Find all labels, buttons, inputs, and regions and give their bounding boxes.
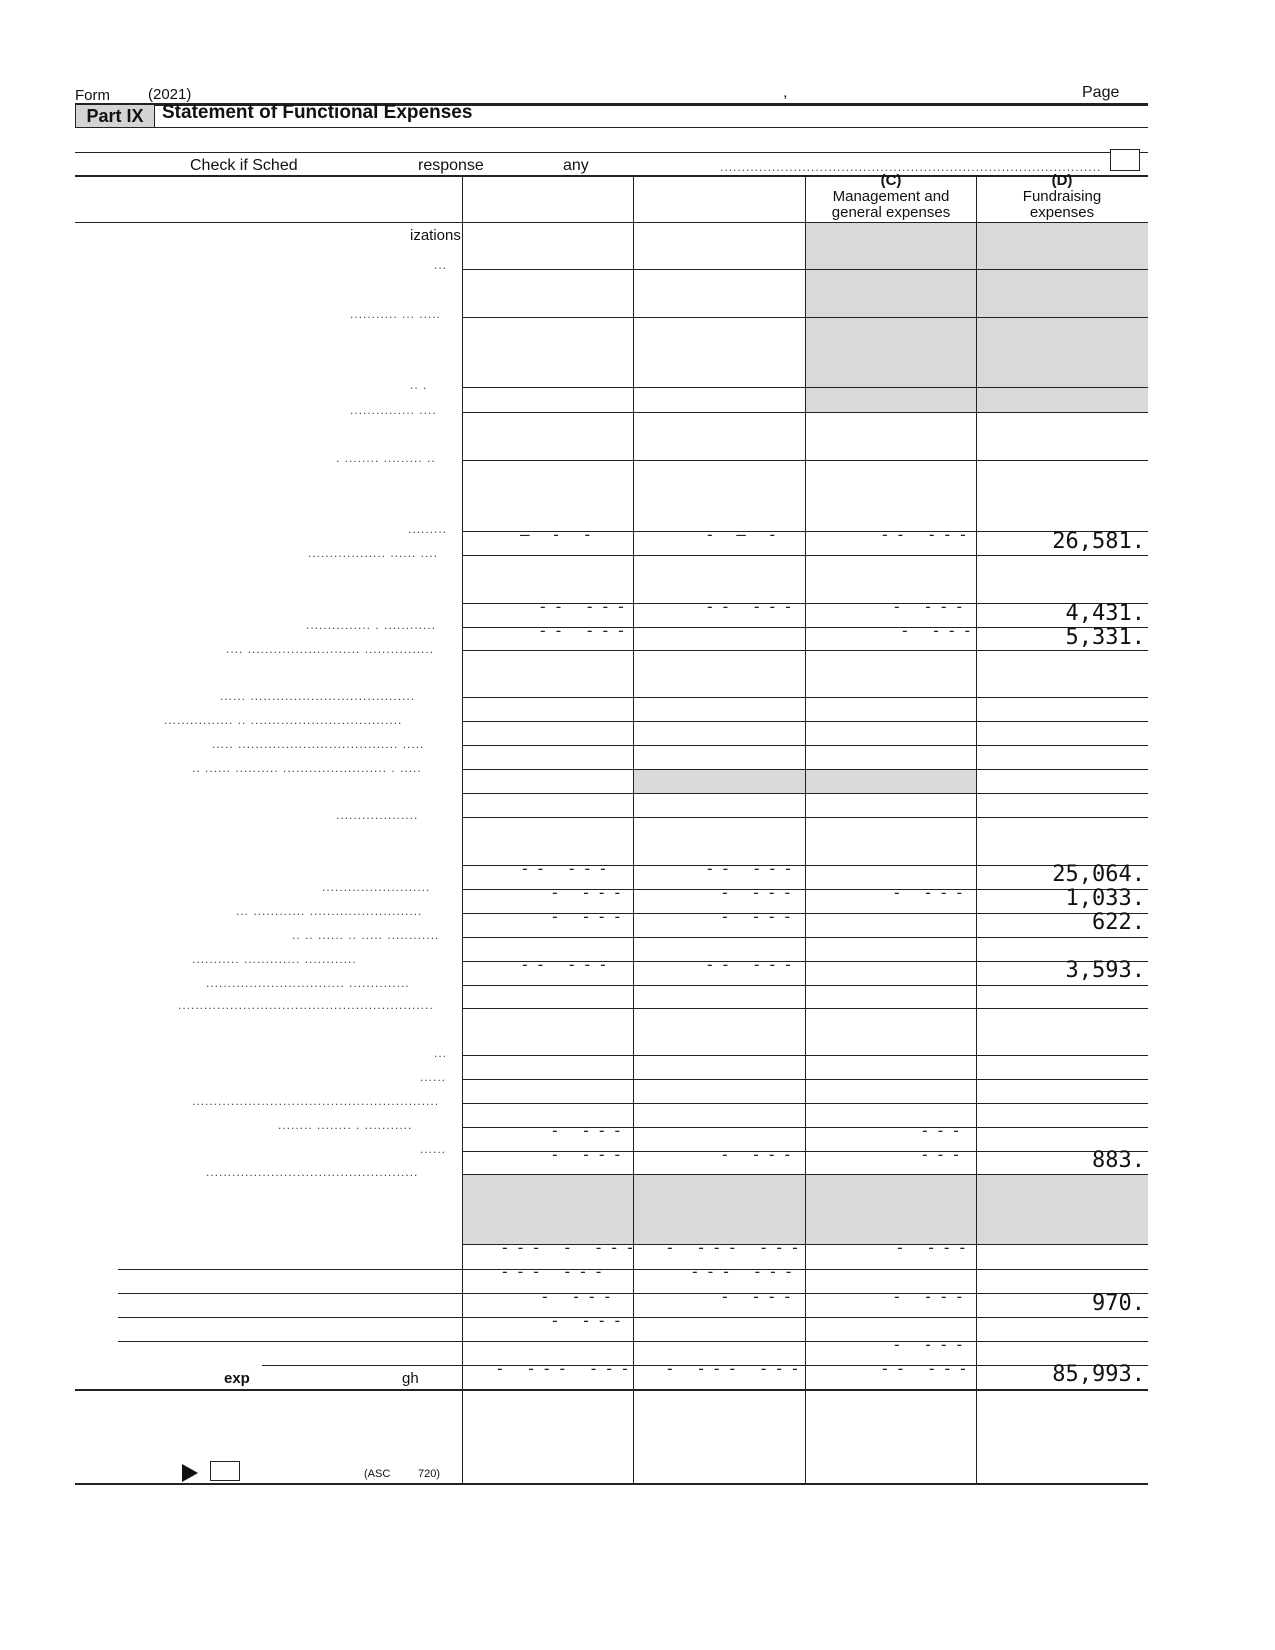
label-izations: izations [410, 227, 461, 244]
leader-dots: ......................................................... [192, 1094, 440, 1108]
leader-dots: ................ .. ................................... [164, 713, 403, 727]
illegible-amount: - --- [550, 907, 629, 926]
check-any-text: any [563, 157, 589, 174]
illegible-amount: - --- [720, 907, 799, 926]
leader-dots: ........... ............. ............ [192, 952, 357, 966]
illegible-amount: -- --- [705, 597, 799, 616]
illegible-amount: - — - [705, 525, 784, 544]
illegible-amount: --- [920, 1145, 967, 1164]
bottom-rule [75, 1483, 1148, 1485]
arrow-icon [182, 1464, 198, 1482]
header-bottom-rule [75, 222, 1148, 223]
fundraising-value: 4,431. [1065, 601, 1145, 626]
illegible-amount: - --- [900, 621, 979, 640]
row-rule [462, 412, 1148, 413]
col-c-left-border [805, 175, 806, 1483]
row-rule-other [118, 1317, 1148, 1318]
row-rule [462, 721, 1148, 722]
leader-dots: ......................... [322, 880, 431, 894]
fundraising-value: 26,581. [1052, 529, 1145, 554]
leader-dots: ................................ .............. [206, 976, 410, 990]
leader-dots: .. . [410, 378, 428, 392]
illegible-amount: -- --- [538, 621, 632, 640]
illegible-amount: -- --- [705, 955, 799, 974]
leader-dots: ... [434, 1046, 448, 1060]
leader-dots: ... ............ .......................... [236, 904, 423, 918]
row-rule [462, 1008, 1148, 1009]
col-c-header [806, 173, 976, 221]
label-exp: exp [224, 1370, 250, 1387]
row-rule [462, 317, 1148, 318]
col-b-left-border [633, 175, 634, 1483]
leader-dots: ............... .... [350, 403, 437, 417]
leader-dots: ......... [408, 522, 448, 536]
row-rule-other [118, 1341, 1148, 1342]
form-year: (2021) [148, 86, 192, 103]
col-c-letter: (C) [880, 172, 902, 189]
illegible-amount: --- --- [690, 1262, 800, 1281]
illegible-amount: - --- [550, 1311, 629, 1330]
illegible-amount: --- - --- [500, 1238, 641, 1257]
form-label: Form [75, 87, 110, 104]
illegible-amount: - --- [540, 1287, 619, 1306]
fundraising-value: 5,331. [1065, 625, 1145, 650]
row-rule [462, 985, 1148, 986]
col-d-left-border [976, 175, 977, 1483]
row-rule-other [118, 1269, 1148, 1270]
leader-dots: ................... [336, 808, 419, 822]
illegible-amount: - --- [892, 883, 971, 902]
check-box[interactable] [1110, 149, 1140, 171]
part-rule [75, 127, 1148, 128]
leader-dots: ............... . ............ [306, 618, 437, 632]
part-label: Part IX [75, 104, 155, 128]
illegible-amount: - --- [720, 1145, 799, 1164]
fundraising-value: 1,033. [1065, 886, 1145, 911]
row-rule [462, 650, 1148, 651]
illegible-amount: - --- [895, 1238, 974, 1257]
illegible-amount: - --- --- [665, 1359, 806, 1378]
col-c-line2: general expenses [831, 204, 951, 221]
part-title: Statement of Functional Expenses [162, 102, 473, 123]
illegible-amount: — - - [520, 525, 599, 544]
leader-dots: .... .......................... ................ [226, 642, 435, 656]
illegible-amount: -- --- [705, 859, 799, 878]
col-d-header [977, 173, 1147, 221]
illegible-amount: - --- [720, 883, 799, 902]
leader-dots: ...... [420, 1070, 447, 1084]
leader-dots: .. ...... .......... ........................ . ..... [192, 761, 422, 775]
leader-dots: . ........ ......... .. [336, 451, 436, 465]
illegible-amount: --- [920, 1121, 967, 1140]
illegible-amount: - --- --- [665, 1238, 806, 1257]
leader-dots: ... [434, 258, 448, 272]
illegible-amount: --- --- [500, 1262, 610, 1281]
col-d-letter: (D) [1051, 172, 1073, 189]
row-rule [462, 697, 1148, 698]
check-text: Check if Sched [190, 157, 298, 174]
fundraising-value: 3,593. [1065, 958, 1145, 983]
fundraising-value: 883. [1092, 1148, 1145, 1173]
illegible-amount: - --- [892, 1335, 971, 1354]
row-rule [462, 769, 1148, 770]
leader-dots: ........ ........ . ........... [278, 1118, 413, 1132]
page-label: Page [1082, 84, 1120, 101]
row-rule [462, 387, 1148, 388]
row-rule [462, 793, 1148, 794]
check-leader-dots: ........................................................................................ [720, 160, 1102, 174]
asc-number: 720) [418, 1468, 441, 1480]
row-rule [462, 937, 1148, 938]
row-rule [462, 817, 1148, 818]
col-d-line1: Fundraising [1022, 188, 1102, 205]
leader-dots: ...... [420, 1142, 447, 1156]
total-rule [75, 1389, 1148, 1391]
leader-dots: ..... ..................................... ..... [212, 737, 425, 751]
illegible-amount: - --- [892, 597, 971, 616]
header-comma: , [783, 84, 788, 101]
illegible-amount: -- --- [880, 525, 974, 544]
leader-dots: ...... ...................................... [220, 689, 416, 703]
illegible-amount: - --- [720, 1287, 799, 1306]
asc-checkbox[interactable] [210, 1461, 240, 1481]
col-a-left-border [462, 175, 463, 1483]
asc-label: (ASC [364, 1468, 391, 1480]
check-response-text: response [418, 157, 484, 174]
illegible-amount: -- --- [538, 597, 632, 616]
row-rule [462, 460, 1148, 461]
row-rule [462, 269, 1148, 270]
illegible-amount: - --- [550, 883, 629, 902]
fundraising-total: 85,993. [1052, 1362, 1145, 1387]
fundraising-value: 622. [1092, 910, 1145, 935]
leader-dots: .. .. ...... .. ..... ............ [292, 928, 440, 942]
fundraising-value: 970. [1092, 1291, 1145, 1316]
leader-dots: .................. ...... .... [308, 546, 439, 560]
illegible-amount: -- --- [520, 955, 614, 974]
row-rule [462, 745, 1148, 746]
illegible-amount: -- --- [880, 1359, 974, 1378]
illegible-amount: - --- [892, 1287, 971, 1306]
label-gh: gh [402, 1370, 419, 1387]
illegible-amount: -- --- [520, 859, 614, 878]
leader-dots: ........... ... ..... [350, 307, 442, 321]
row-rule [462, 1079, 1148, 1080]
leader-dots: ................................................. [206, 1165, 419, 1179]
row-rule [462, 1055, 1148, 1056]
col-d-line2: expenses [1029, 204, 1095, 221]
row-rule [462, 1103, 1148, 1104]
fundraising-value: 25,064. [1052, 862, 1145, 887]
row-rule [462, 555, 1148, 556]
row-rule [462, 1174, 1148, 1175]
illegible-amount: - --- --- [495, 1359, 636, 1378]
illegible-amount: - --- [550, 1121, 629, 1140]
illegible-amount: - --- [550, 1145, 629, 1164]
col-c-line1: Management and [832, 188, 950, 205]
leader-dots: ........................................................... [178, 998, 434, 1012]
check-top-rule [75, 152, 1148, 153]
